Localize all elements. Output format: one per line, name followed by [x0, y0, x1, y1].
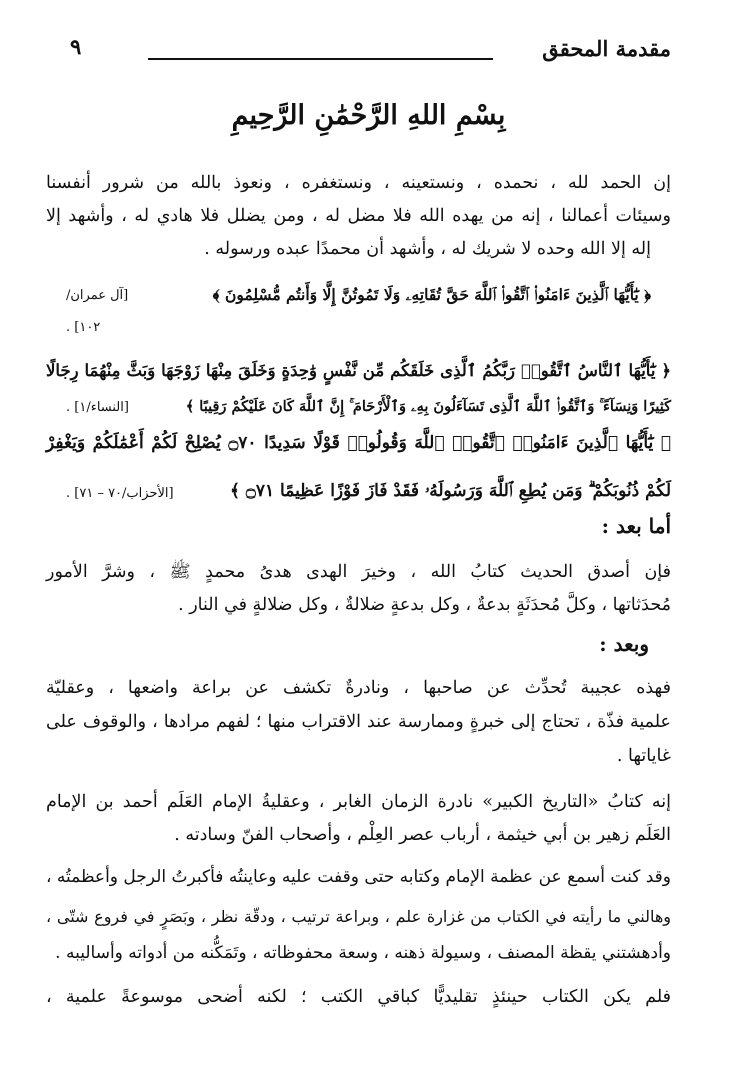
verse-2-ref: [النساء/١] . — [66, 400, 129, 415]
section2-line-5: العَلَم زهير بن أبي خيثمة ، أرباب عصر العِلْم ، وأصحاب الفنّ وسادته . — [174, 825, 671, 845]
verse-3-ayah-2: لَكُمْ ذُنُوبَكُمْ ۗ وَمَن يُطِعِ ٱللَّهَ وَرَسُولَهُۥ فَقَدْ فَازَ فَوْزًا عَظِيمًا ۝٧١ ﴾ — [230, 481, 671, 501]
section1-line-1: فإن أصدق الحديث كتابُ الله ، وخيرَ الهدى هدىُ محمدٍ ﷺ ، وشرَّ الأمور — [46, 562, 671, 582]
verse-3-ayah-1: ﴿ يَٰٓأَيُّهَا ٱلَّذِينَ ءَامَنُوا۟ ٱتَّقُوا۟ ٱللَّهَ وَقُولُوا۟ قَوْلًا سَدِيدًا ۝٧٠ يُصْلِحْ لَكُمْ أَعْمَٰلَكُمْ وَيَغْفِرْ — [46, 433, 672, 453]
page-number: ٩ — [70, 34, 82, 59]
section2-line-7: وهالني ما رأيته في الكتاب من غزارة علم ، وبراعة ترتيب ، ودقّة نظر ، وبَصَرٍ في فروع شتّى ، — [46, 907, 671, 926]
section2-line-9: فلم يكن الكتاب حينئذٍ تقليديًّا كباقي الكتب ؛ لكنه أضحى موسوعةً علمية ، — [46, 987, 671, 1007]
verse-3-line-2 — [201, 478, 671, 504]
verse-2-line-1 — [46, 358, 671, 384]
verse-3-ref: [الأحزاب/٧٠ – ٧١] . — [66, 486, 174, 501]
intro-line-3: إله إلا الله وحده لا شريك له ، وأشهد أن محمدًا عبده ورسوله . — [204, 239, 651, 259]
verse-1-ayah: ﴿ يَٰٓأَيُّهَا ٱلَّذِينَ ءَامَنُوا۟ ٱتَّقُوا۟ ٱللَّهَ حَقَّ تُقَاتِهِۦ وَلَا تَمُوتُنَّ إِلَّا وَأَنتُم مُّسْلِمُونَ ﴾ — [212, 285, 651, 304]
header-rule — [148, 58, 493, 60]
verse-1-ref-b: ١٠٢] . — [66, 320, 101, 335]
verse-3-line-1 — [46, 430, 671, 456]
intro-line-1: إن الحمد لله ، نحمده ، ونستعينه ، ونستغفره ، ونعوذ بالله من شرور أنفسنا — [46, 173, 671, 193]
section2-line-2: علمية فذّة ، تحتاج إلى خبرةٍ وممارسة عند الاقتراب منها ؛ لفهم مرادها ، والوقوف على — [46, 712, 671, 732]
section2-line-3: غاياتها . — [616, 746, 671, 766]
verse-2-ayah-1: ﴿ يَٰٓأَيُّهَا ٱلنَّاسُ ٱتَّقُوا۟ رَبَّكُمُ ٱلَّذِى خَلَقَكُم مِّن نَّفْسٍ وَٰحِدَةٍ وَخَلَقَ مِنْهَا زَوْجَهَا وَبَثَّ مِنْهُمَا رِجَالًا — [46, 361, 671, 380]
verse-2-line-2 — [171, 394, 671, 420]
section2-line-4: إنه كتابُ «التاريخ الكبير» نادرة الزمان الغابر ، وعقليةُ الإمام العَلَم أحمد بن الإمام — [46, 792, 671, 812]
heading-wa-bad: وبعد : — [599, 632, 649, 656]
section2-line-1: فهذه عجيبة تُحدِّث عن صاحبها ، ونادرةٌ تكشف عن براعة واضعها ، وعقليّة — [46, 678, 671, 698]
verse-1-text — [211, 282, 651, 308]
intro-line-2: وسيئات أعمالنا ، إنه من يهده الله فلا مضل له ، ومن يضلل فلا هادي له ، وأشهد إلا — [46, 206, 671, 226]
basmala: بِسْمِ اللهِ الرَّحْمَٰنِ الرَّحِيمِ — [231, 100, 506, 131]
section2-line-6: وقد كنت أسمع عن عظمة الإمام وكتابه حتى وقفت عليه وعاينتُه فأكبرتُ الرجل وأعظمتُه ، — [46, 867, 671, 887]
section2-line-8: وأدهشتني يقظة المصنف ، وسيولة ذهنه ، وسعة محفوظاته ، وتَمَكُّنه من أدواته وأساليبه . — [55, 943, 671, 963]
verse-1-ref-a: [آل عمران/ — [66, 288, 129, 303]
heading-amma-bad: أما بعد : — [601, 514, 671, 538]
section1-line-2: مُحدَثاتها ، وكلَّ مُحدَثَةٍ بدعةٌ ، وكل بدعةٍ ضلالةٌ ، وكل ضلالةٍ في النار . — [178, 595, 671, 615]
running-header-title: مقدمة المحقق — [542, 36, 671, 61]
verse-2-ayah-2: كَثِيرًا وَنِسَآءً ۚ وَٱتَّقُوا۟ ٱللَّهَ ٱلَّذِى تَسَآءَلُونَ بِهِۦ وَٱلْأَرْحَامَ ۚ إِنَّ ٱللَّهَ كَانَ عَلَيْكُمْ رَقِيبًا ﴾ — [185, 398, 671, 415]
